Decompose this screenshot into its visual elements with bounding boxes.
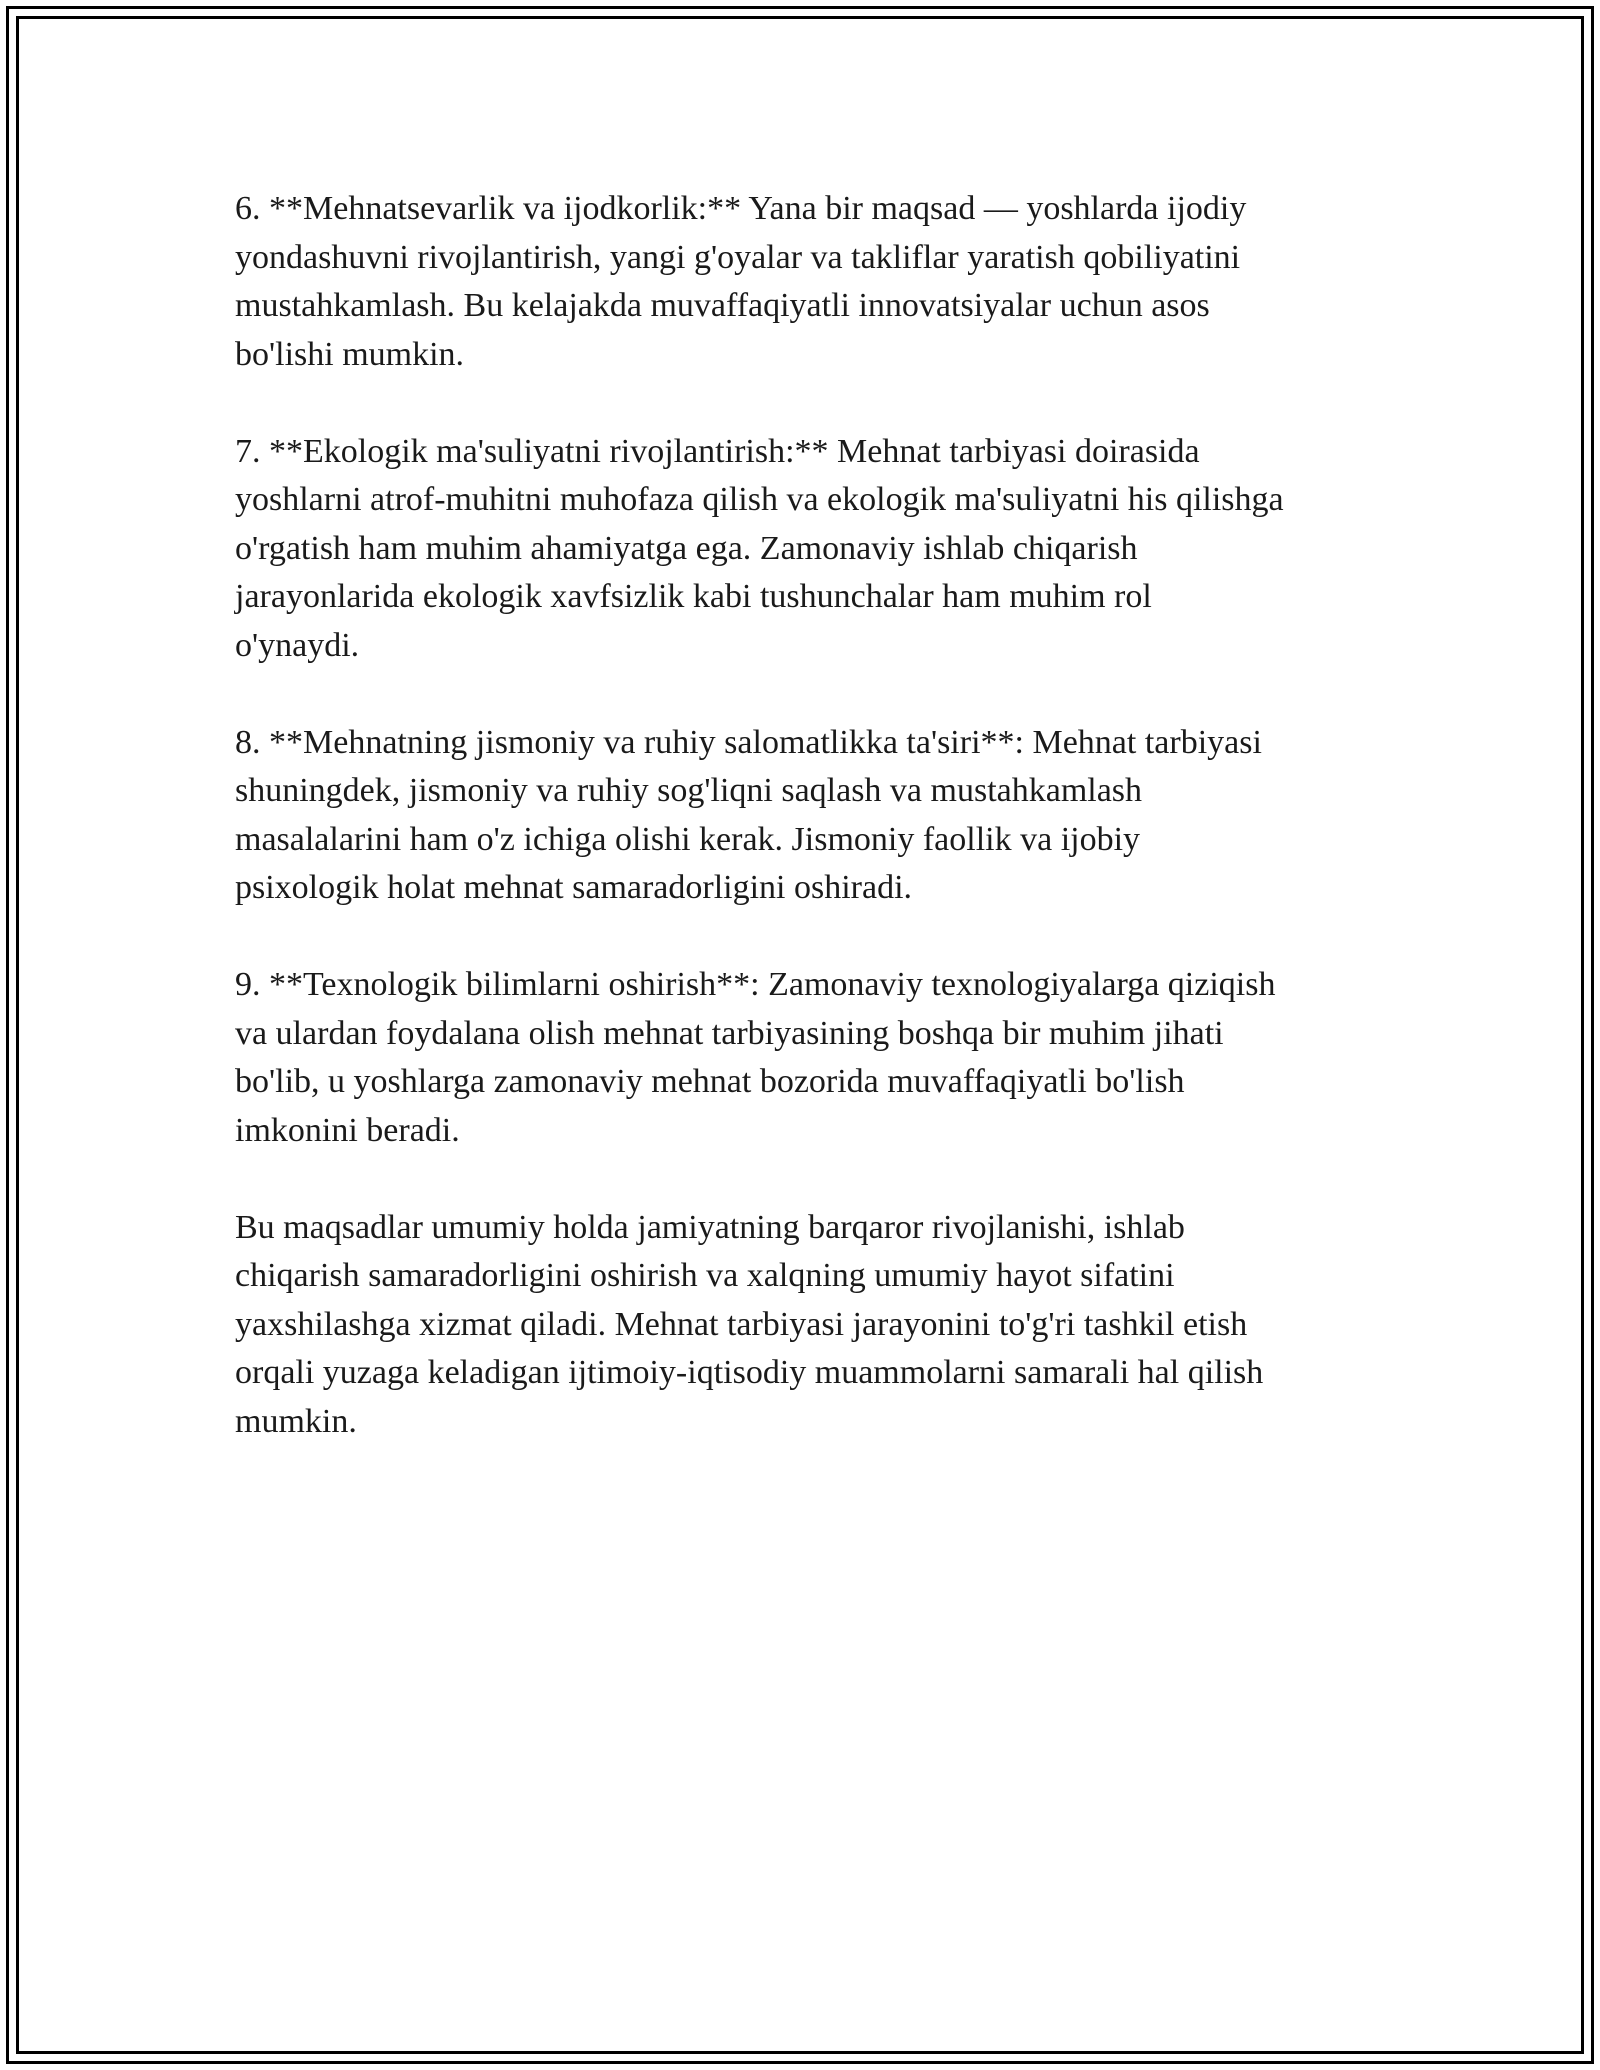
paragraph-item-9: 9. **Texnologik bilimlarni oshirish**: Zamonaviy texnologiyalarga qiziqish va ulardan foydalana olish mehnat tarbiyasining boshqa bir muhim jihati bo'lib, u yoshlarga zamonaviy mehnat bozorida muvaffaqiyatli bo'lish imkonini beradi. <box>235 966 1276 1149</box>
paragraph-item-7: 7. **Ekologik ma'suliyatni rivojlantirish:** Mehnat tarbiyasi doirasida yoshlarni atrof-muhitni muhofaza qilish va ekologik ma'suliyatni his qilishga o'rgatish ham muhim ahamiyatga ega. Zamonaviy ishlab chiqarish jarayonlarida ekologik xavfsizlik kabi tushunchalar ham muhim rol o'ynaydi. <box>235 432 1284 664</box>
paragraph-conclusion: Bu maqsadlar umumiy holda jamiyatning barqaror rivojlanishi, ishlab chiqarish samaradorligini oshirish va xalqning umumiy hayot sifatini yaxshilashga xizmat qiladi. Mehnat tarbiyasi jarayonini to'g'ri tashkil etish orqali yuzaga keladigan ijtimoiy-iqtisodiy muammolarni samarali hal qilish mumkin. <box>235 1208 1264 1440</box>
document-body <box>235 185 1395 1495</box>
paragraph-item-8: 8. **Mehnatning jismoniy va ruhiy salomatlikka ta'siri**: Mehnat tarbiyasi shuningdek, jismoniy va ruhiy sog'liqni saqlash va mustahkamlash masalalarini ham o'z ichiga olishi kerak. Jismoniy faollik va ijobiy psixologik holat mehnat samaradorligini oshiradi. <box>235 723 1262 906</box>
paragraph-item-6: 6. **Mehnatsevarlik va ijodkorlik:** Yana bir maqsad — yoshlarda ijodiy yondashuvni rivojlantirish, yangi g'oyalar va takliflar yaratish qobiliyatini mustahkamlash. Bu kelajakda muvaffaqiyatli innovatsiyalar uchun asos bo'lishi mumkin. <box>235 190 1247 373</box>
